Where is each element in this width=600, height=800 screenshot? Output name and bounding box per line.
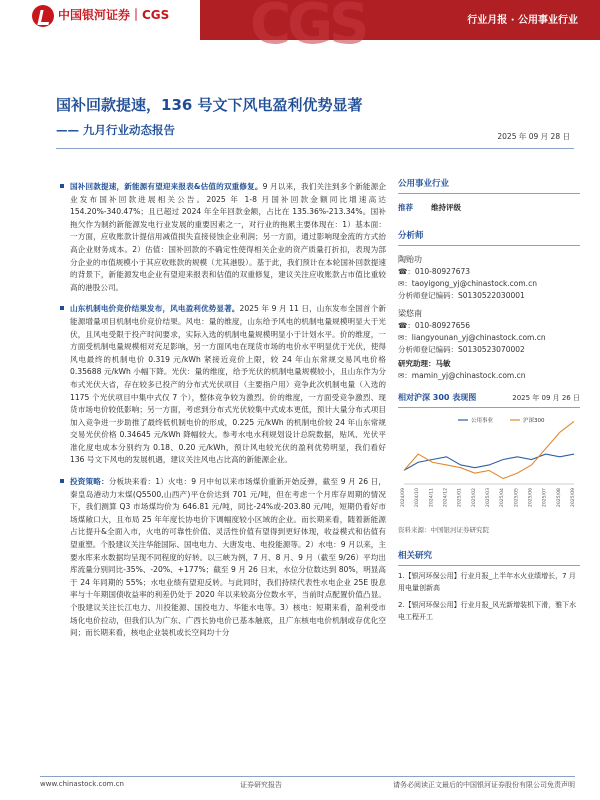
legend-label: 公用事业: [471, 418, 494, 424]
chart-source: 资料来源：中国银河证券研究院: [398, 526, 489, 534]
bullet-icon: [60, 479, 64, 483]
report-subtitle: —— 九月行业动态报告: [56, 123, 176, 137]
footer-center: 证券研究报告: [240, 781, 282, 789]
assistant-name: 研究助理：马敏: [398, 359, 451, 368]
analyst-email[interactable]: ✉：liangyounan_yj@chinastock.com.cn: [398, 333, 546, 342]
rating-row: [398, 202, 580, 214]
paragraph-subsidy: [60, 181, 386, 294]
paragraph-shandong: [60, 303, 386, 467]
paragraph-strategy: [60, 476, 386, 640]
analyst-header: 分析师: [398, 230, 580, 246]
paragraph-lead: 国补回款提速，新能源有望迎来报表&估值的双重修复。: [70, 182, 263, 191]
paragraph-text: 分板块来看：1）火电：9 月中旬以来市场煤价重新开始反弹，截至 9 月 26 日，秦皇岛港动力末煤(Q5500,山西产)平仓价达到 701 元/吨，但在考虑一个月库存周期的情况下，我们测算 Q3 市场煤均价为 646.81 元/吨，同比-24%或-203.80 元/吨，短期仍看好市场煤敞口大，且布局 25 年年度长协电价下调幅度较小区域的企业。而长期来看，随着新能源占比提升&全面入市，火电的可靠性价值、灵活性价值有望得到更好体现，收益模式和估值有望重塑。个股建议关注华能国际、国电电力、大唐发电、电投能源等。2）水电：9 月以来，主要水库来水数据均呈现不同程度的好转。以三峡为例，7 月、8 月、9 月（截至 9/26）平均出库流量分别同比-35%、-20%、+177%；截至 9 月 26 日末，水位分位数达到 80%，明显高于 24 年同期的 55%；水电业绩有望迎反转。与此同时，我们持续代表性水电企业 25E 股息率与十年期国债收益率的利差仍处于 2020 年以来较高分位数水平，当前时点配置价值凸显。个股建议关注长江电力、川投能源、国投电力、华能水电等。3）核电：短期来看，盈利受市场化电价拉动，但我们认为广东、广西长协电价已基本触底，且广东核电电价机制或存优化空间；而长期来看，核电企业装机或长空间均十分: [70, 477, 386, 638]
paragraph-text: 2025 年 9 月 11 日，山东发布全国首个新能源增量项目机制电价竞价结果。风电：量的维度，山东给予风电的机制电量规模明显大于光伏，且风电受限于投产时间要求，实际入选的机制电量规模明显小于计划水平。价的维度，一方面受机制电量规模相对充足影响，另一方面风电在现货市场的电价水平明显优于光伏，使得风电最终的机制电价 0.319 元/kWh 紧接近竞价上限，较 24 年山东常规交易风电价格 0.35688 元/kWh 小幅下降。光伏：量的维度，给予光伏的机制电量规模较小，且山东作为分布式光伏大省，存在较多已投产的分布式光伏项目（主要指户用）竞争此次机制电量（入选的 1175 个光伏项目中集中式仅 7 个），整体竞争较为激烈。价的维度，一方面受竞争激烈、现货市场电价较低影响；另一方面，考虑到分布式光伏较集中式成本更低，预计大量分布式项目加入竞争进一步助推了最终低机制电价的形成，0.225 元/kWh 的机制电价较 24 年山东常规交易光伏价格 0.34645 元/kWh 降幅较大。参考水电水利规划设计总院数据，贴风、光伏平准化度电成本分别约为 0.18、0.20 元/kWh，预计风电较光伏的盈利优势明显，我们看好 136 号文下风电的发展机遇，建议关注风电占比高的新能源企业。: [70, 304, 387, 465]
analyst-name: 陶贻功: [398, 255, 422, 264]
chart-title: 相对沪深 300 表现图: [398, 393, 477, 402]
chart-header: [398, 392, 580, 408]
performance-chart: [398, 408, 580, 518]
footer-disclaimer: 请务必阅读正文最后的中国银河证券股份有限公司免责声明: [393, 781, 575, 789]
series-line-公用事业: [404, 454, 574, 470]
logo-text: 中国银河证券｜CGS: [58, 8, 170, 22]
report-header: [0, 0, 600, 57]
analyst-block: [398, 308, 580, 356]
analyst-email[interactable]: ✉：taoyigong_yj@chinastock.com.cn: [398, 279, 537, 288]
x-tick-label: 2025/02: [471, 488, 477, 508]
industry-header: 公用事业行业: [398, 178, 580, 194]
sidebar: [398, 178, 580, 629]
x-tick-label: 2024/09: [401, 488, 406, 508]
analyst-reg: 分析师登记编码：S0130523070002: [398, 345, 525, 354]
x-tick-label: 2025/09: [571, 488, 576, 508]
bullet-icon: [60, 306, 64, 310]
rating-value: 维持评级: [431, 203, 461, 212]
assistant-email[interactable]: ✉：mamin_yj@chinastock.com.cn: [398, 371, 526, 380]
x-tick-label: 2025/04: [500, 488, 506, 508]
report-title: 国补回款提速，136 号文下风电盈利优势显著: [56, 96, 363, 114]
analyst-name: 梁悠南: [398, 309, 422, 318]
paragraph-text: 9 月以来，我们关注到多个新能源企业发布国补回款进展相关公告。2025 年 1-8 月国补回款金额同比增速高达 154.20%-340.47%；且已超过 2024 年全年回款金额，占比在 135.36%-213.34%。国补拖欠作为制约新能源发电行业发展的重要因素之一，对行业的拖累主要体现在：1）基本面：一方面，应收账款计提信用减值损失直接侵蚀企业利润；另一方面，通过影响现金流的方式抬高企业财务成本。2）估值：国补回款的不确定性使得相关企业的资产质量打折扣，表现为部分企业的市值规模小于其应收账款的规模（尤其港股）。基于此，我们预计在本轮国补回款提速的背景下，新能源发电企业有望迎来报表和估值的双重修复，建议关注应收账款占市值比重较高的港股公司。: [70, 182, 386, 292]
logo: [0, 0, 200, 40]
report-category: 行业月报 · 公用事业行业: [467, 15, 578, 26]
page-footer: [40, 776, 575, 788]
logo-mark-icon: [32, 5, 54, 27]
related-item[interactable]: 2.【银河环保公用】行业月报_风光新增装机下滑，雅下水电工程开工: [398, 601, 577, 621]
title-divider: [56, 148, 574, 149]
analyst-block: [398, 254, 580, 302]
related-item[interactable]: 1.【银河环保公用】行业月报_上半年水火业绩增长，7 月用电量创新高: [398, 572, 576, 592]
legend-label: 沪深300: [523, 418, 545, 424]
x-tick-label: 2025/08: [556, 488, 562, 508]
x-tick-label: 2024/12: [443, 488, 449, 508]
report-date: 2025 年 09 月 28 日: [497, 132, 570, 141]
chart-date: 2025 年 09 月 26 日: [512, 394, 580, 402]
analyst-phone: ☎：010-80927656: [398, 321, 471, 330]
x-tick-label: 2024/11: [429, 488, 435, 508]
x-tick-label: 2025/03: [486, 488, 491, 508]
header-decoration: CGS: [250, 0, 366, 57]
paragraph-lead: 投资策略：: [70, 477, 109, 487]
paragraph-lead: 山东机制电价竞价结果发布，风电盈利优势显著。: [70, 304, 240, 314]
footer-website[interactable]: www.chinastock.com.cn: [40, 780, 124, 788]
x-tick-label: 2025/01: [457, 488, 463, 508]
main-body: [60, 181, 386, 649]
rating-label: 推荐: [398, 203, 413, 212]
x-tick-label: 2025/07: [542, 488, 548, 508]
bullet-icon: [60, 184, 64, 188]
x-tick-label: 2025/05: [514, 488, 520, 508]
analyst-phone: ☎：010-80927673: [398, 267, 471, 276]
analyst-reg: 分析师登记编码：S0130522030001: [398, 291, 525, 300]
related-header: 相关研究: [398, 550, 580, 566]
series-line-沪深300: [404, 421, 574, 478]
x-tick-label: 2025/06: [528, 488, 534, 508]
x-tick-label: 2024/10: [415, 488, 421, 508]
